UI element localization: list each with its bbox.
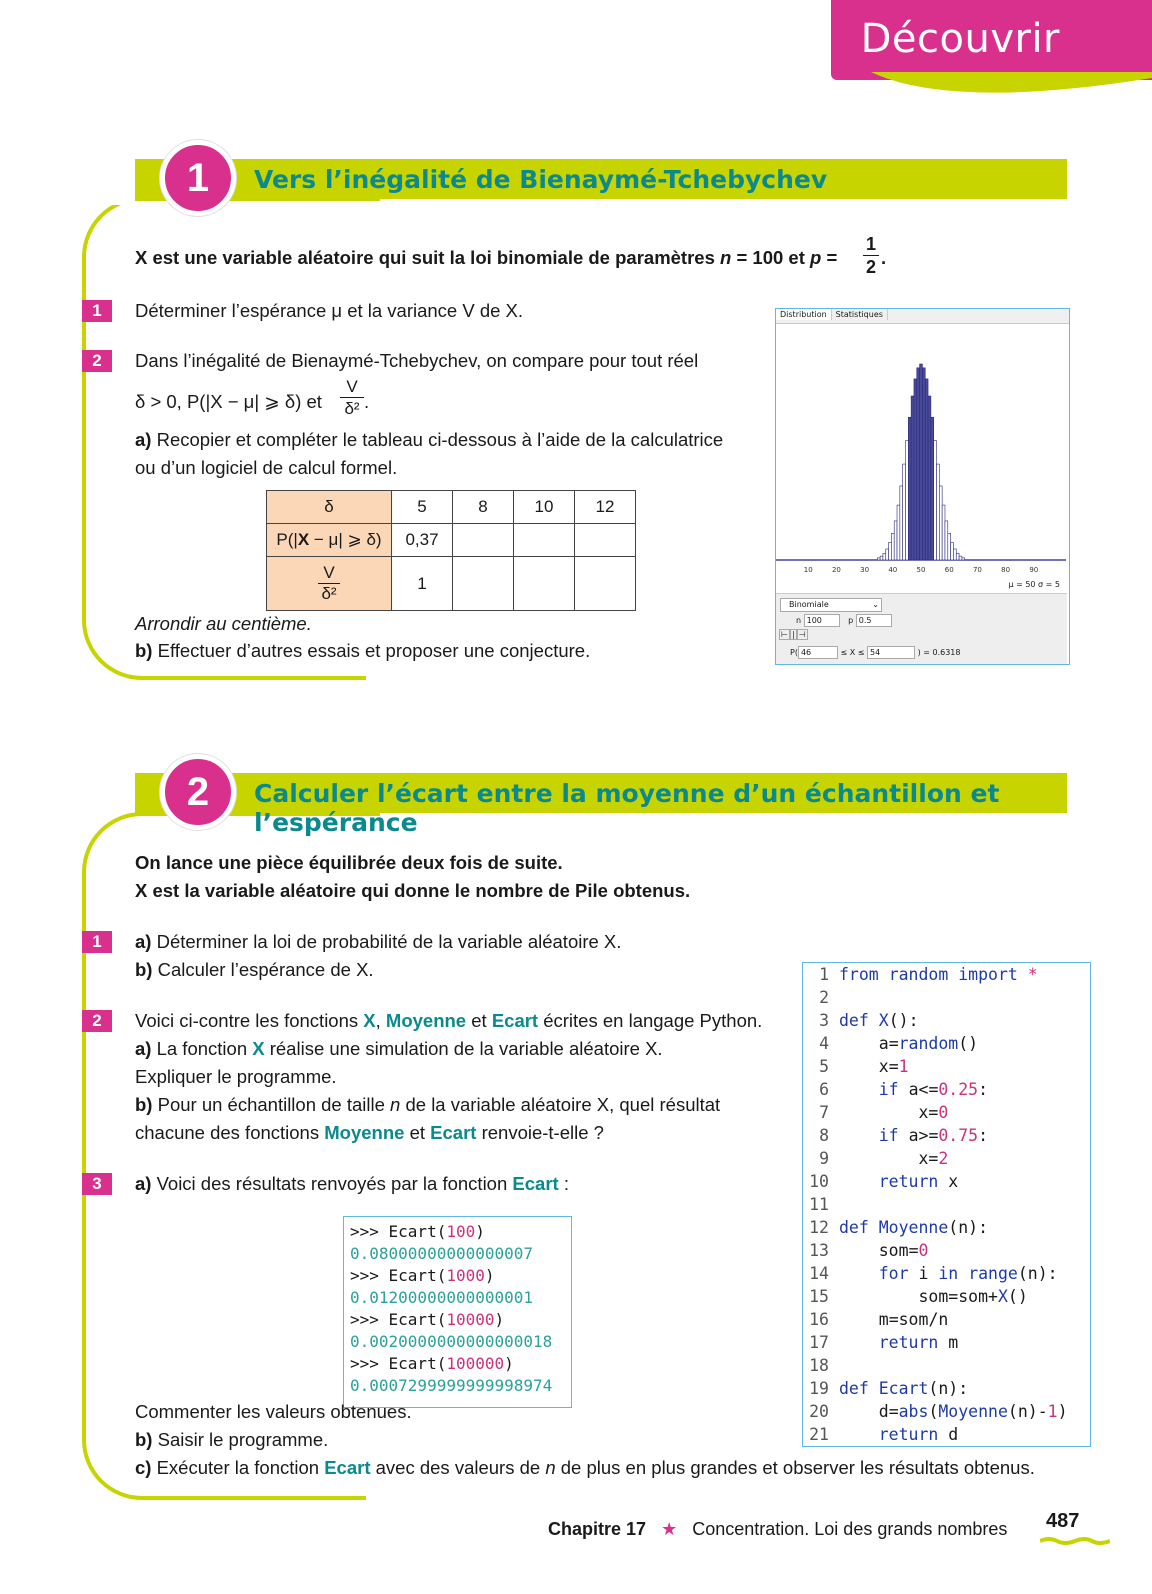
s2-q2-t3: et bbox=[466, 1010, 492, 1031]
table-row-label-prob bbox=[267, 524, 392, 557]
kw-ecart: Ecart bbox=[430, 1122, 477, 1143]
shell-arg: 10000 bbox=[446, 1310, 495, 1329]
line-number: 20 bbox=[809, 1402, 829, 1421]
r2-den: δ² bbox=[321, 584, 337, 603]
vd2-fraction bbox=[340, 376, 364, 419]
s2-q2-t1: Voici ci-contre les fonctions bbox=[135, 1010, 364, 1031]
table-cell: 1 bbox=[392, 557, 453, 611]
kw-moyenne: Moyenne bbox=[385, 1010, 467, 1031]
s2-q3b-label: b) bbox=[135, 1429, 153, 1450]
x-tick-label: 20 bbox=[831, 566, 841, 574]
x-tick-label: 80 bbox=[1001, 566, 1011, 574]
s2-q2a-t2: réalise une simulation de la variable aléatoire X. bbox=[264, 1038, 663, 1059]
frac-num: 1 bbox=[863, 233, 879, 256]
histogram-bar bbox=[886, 549, 889, 560]
high-bound-input[interactable]: 54 bbox=[867, 646, 915, 659]
prob-label: P( bbox=[790, 648, 798, 657]
line-number: 2 bbox=[819, 988, 829, 1007]
histogram-bar bbox=[922, 368, 925, 560]
line-number: 13 bbox=[809, 1241, 829, 1260]
code-line: 15 som=som+X() bbox=[803, 1285, 1090, 1308]
shell-input-line bbox=[344, 1353, 571, 1375]
s2-q2b-t4: et bbox=[404, 1122, 431, 1143]
s2-q3a-label: a) bbox=[135, 1173, 152, 1194]
table-cell bbox=[575, 524, 636, 557]
line-number: 21 bbox=[809, 1425, 829, 1444]
section-tab-label: Découvrir bbox=[860, 16, 1060, 62]
question-2a-line2: ou d’un logiciel de calcul formel. bbox=[135, 457, 398, 478]
code-line: 20 d=abs(Moyenne(n)-1) bbox=[803, 1400, 1090, 1423]
python-shell-output bbox=[343, 1216, 572, 1408]
section2-number-badge: 2 bbox=[160, 754, 236, 830]
tab-statistics[interactable]: Statistiques bbox=[832, 309, 888, 320]
shell-close: ) bbox=[484, 1266, 495, 1285]
code-line: 9 x=2 bbox=[803, 1147, 1090, 1170]
intro-fraction bbox=[863, 233, 879, 278]
prob-a: P(| bbox=[276, 530, 298, 549]
s2-q2b-n: n bbox=[390, 1094, 401, 1115]
s2-q1a bbox=[135, 928, 621, 956]
table-row bbox=[267, 491, 636, 524]
line-number: 6 bbox=[819, 1080, 829, 1099]
s2-question-number-1: 1 bbox=[82, 931, 112, 953]
s2-q2b-t3: chacune des fonctions bbox=[135, 1122, 325, 1143]
s2-q2-t4: écrites en langage Python. bbox=[538, 1010, 763, 1031]
n-input[interactable]: 100 bbox=[804, 614, 840, 627]
histogram-bar bbox=[883, 553, 886, 560]
section-tab bbox=[831, 0, 1152, 80]
s2-q1b-text: Calculer l’espérance de X. bbox=[152, 959, 374, 980]
code-line: 3 def X(): bbox=[803, 1009, 1090, 1032]
histogram-bar bbox=[920, 364, 923, 560]
code-line: 10 return x bbox=[803, 1170, 1090, 1193]
histogram-bar bbox=[937, 464, 940, 560]
histogram-bar bbox=[891, 533, 894, 560]
shell-input-line bbox=[344, 1309, 571, 1331]
tab-swoosh-decoration bbox=[831, 72, 1152, 106]
shell-arg: 100000 bbox=[446, 1354, 505, 1373]
table-row-label-vd2 bbox=[267, 557, 392, 611]
histogram-bar bbox=[900, 486, 903, 560]
code-line: 17 return m bbox=[803, 1331, 1090, 1354]
q2a-text: Recopier et compléter le tableau ci-dessous à l’aide de la calculatrice bbox=[151, 429, 724, 450]
intro-p: p bbox=[810, 247, 822, 268]
line-number: 8 bbox=[819, 1126, 829, 1145]
footer-chapter: Chapitre 17 bbox=[548, 1519, 647, 1539]
s2-q3b bbox=[135, 1426, 328, 1454]
question-2a bbox=[135, 426, 723, 454]
section1-title: Vers l’inégalité de Bienaymé-Tchebychev bbox=[254, 165, 828, 194]
code-line: 19 def Ecart(n): bbox=[803, 1377, 1090, 1400]
line-number: 4 bbox=[819, 1034, 829, 1053]
s2-q2-t2: , bbox=[375, 1010, 386, 1031]
section2-intro2: X est la variable aléatoire qui donne le nombre de Pile obtenus. bbox=[135, 880, 691, 901]
code-line: 13 som=0 bbox=[803, 1239, 1090, 1262]
x-tick-label: 50 bbox=[916, 566, 926, 574]
line-number: 17 bbox=[809, 1333, 829, 1352]
histogram-bar bbox=[897, 505, 900, 560]
code-line: 21 return d bbox=[803, 1423, 1090, 1446]
s2-q1b bbox=[135, 956, 374, 984]
frac-den: 2 bbox=[865, 257, 876, 277]
prob-c: − μ| ⩾ δ) bbox=[309, 530, 382, 549]
s2-q3a-t2: : bbox=[558, 1173, 569, 1194]
histogram-bar bbox=[877, 558, 880, 560]
n-label: n bbox=[796, 616, 802, 625]
s2-comment: Commenter les valeurs obtenues. bbox=[135, 1401, 412, 1422]
s2-q3c bbox=[135, 1454, 1035, 1482]
shell-arg: 100 bbox=[446, 1222, 476, 1241]
code-line bbox=[803, 1354, 1090, 1377]
kw-ecart: Ecart bbox=[491, 1010, 539, 1031]
histogram-bar bbox=[903, 464, 906, 560]
histogram-bar bbox=[880, 556, 883, 560]
histogram-bar bbox=[948, 533, 951, 560]
histogram-bar bbox=[953, 549, 956, 560]
table-row bbox=[267, 524, 636, 557]
table-cell: 0,37 bbox=[392, 524, 453, 557]
line-number: 15 bbox=[809, 1287, 829, 1306]
s2-q3b-text: Saisir le programme. bbox=[152, 1429, 329, 1450]
question-number-1: 1 bbox=[82, 300, 112, 322]
page-number-underline bbox=[1040, 1536, 1110, 1546]
histogram-bar bbox=[914, 379, 917, 560]
s2-q1a-text: Déterminer la loi de probabilité de la variable aléatoire X. bbox=[151, 931, 622, 952]
right-interval-icon[interactable]: ⊣ bbox=[798, 630, 806, 639]
section1-intro bbox=[135, 244, 837, 272]
shell-fn: Ecart( bbox=[388, 1222, 447, 1241]
python-code-listing bbox=[802, 962, 1091, 1447]
line-number: 12 bbox=[809, 1218, 829, 1237]
shell-prompt: >>> bbox=[350, 1310, 389, 1329]
code-line: 8 if a>=0.75: bbox=[803, 1124, 1090, 1147]
s2-q3c-label: c) bbox=[135, 1457, 152, 1478]
mu-sigma-text: μ = 50 σ = 5 bbox=[1008, 580, 1060, 589]
histogram-bar bbox=[889, 542, 892, 560]
s2-q2b-t2: de la variable aléatoire X, quel résultat bbox=[400, 1094, 721, 1115]
shell-output-line: 0.0020000000000000018 bbox=[350, 1332, 553, 1351]
s2-q2b-t5: renvoie-t-elle ? bbox=[476, 1122, 604, 1143]
code-line: 6 if a<=0.25: bbox=[803, 1078, 1090, 1101]
code-line: 5 x=1 bbox=[803, 1055, 1090, 1078]
intro-text: X est une variable aléatoire qui suit la loi binomiale de paramètres bbox=[135, 247, 715, 268]
x-tick-label: 90 bbox=[1029, 566, 1039, 574]
line-number: 3 bbox=[819, 1011, 829, 1030]
prob-b: X bbox=[297, 530, 310, 549]
histogram-bar bbox=[942, 505, 945, 560]
line-number: 11 bbox=[809, 1195, 829, 1214]
line-number: 1 bbox=[819, 965, 829, 984]
section2-frame bbox=[82, 812, 366, 1500]
distribution-select[interactable] bbox=[780, 598, 882, 612]
table-col-header: 8 bbox=[453, 491, 514, 524]
x-tick-label: 60 bbox=[944, 566, 954, 574]
table-cell bbox=[514, 557, 575, 611]
question-1-text: Déterminer l’espérance μ et la variance V de X. bbox=[135, 300, 524, 321]
s2-q2b-line2 bbox=[135, 1119, 604, 1147]
s2-q3c-t3: de plus en plus grandes et observer les résultats obtenus. bbox=[555, 1457, 1035, 1478]
histogram-bar bbox=[908, 417, 911, 560]
s2-q3c-n: n bbox=[545, 1457, 556, 1478]
question-2-line2: δ > 0, P(|X − μ| ⩾ δ) et bbox=[135, 391, 322, 412]
histogram-bar bbox=[911, 396, 914, 560]
kw-ecart: Ecart bbox=[324, 1457, 371, 1478]
code-line: 7 x=0 bbox=[803, 1101, 1090, 1124]
round-note: Arrondir au centième. bbox=[135, 613, 312, 634]
footer bbox=[548, 1519, 1007, 1540]
p-input[interactable]: 0.5 bbox=[856, 614, 892, 627]
intro-eq: = 100 et bbox=[731, 247, 811, 268]
shell-close: ) bbox=[494, 1310, 505, 1329]
shell-close: ) bbox=[475, 1222, 485, 1241]
line-number: 18 bbox=[809, 1356, 829, 1375]
histogram-bar bbox=[962, 558, 965, 560]
mu-sigma-readout bbox=[776, 580, 1066, 590]
intro-end: . bbox=[881, 247, 887, 268]
table-cell bbox=[453, 557, 514, 611]
low-bound-input[interactable]: 46 bbox=[798, 646, 838, 659]
footer-subject: Concentration. Loi des grands nombres bbox=[692, 1519, 1008, 1539]
kw-ecart: Ecart bbox=[512, 1173, 559, 1194]
kw-moyenne: Moyenne bbox=[324, 1122, 405, 1143]
code-line: 1 from random import * bbox=[803, 963, 1090, 986]
table-col-header: 10 bbox=[514, 491, 575, 524]
shell-arg: 1000 bbox=[446, 1266, 485, 1285]
x-tick-label: 30 bbox=[860, 566, 870, 574]
s2-q3a-t1: Voici des résultats renvoyés par la fonction bbox=[151, 1173, 513, 1194]
x-tick-label: 40 bbox=[888, 566, 898, 574]
s2-q1b-label: b) bbox=[135, 959, 153, 980]
calculator-tabs bbox=[776, 309, 1069, 324]
section2-intro1: On lance une pièce équilibrée deux fois de suite. bbox=[135, 852, 563, 873]
table-col-header: 5 bbox=[392, 491, 453, 524]
section2-title: Calculer l’écart entre la moyenne d’un échantillon et l’espérance bbox=[254, 779, 1000, 837]
left-interval-icon[interactable]: ⊢ bbox=[781, 630, 788, 639]
histogram-bar bbox=[934, 441, 937, 560]
shell-fn: Ecart( bbox=[388, 1266, 447, 1285]
s2-q3c-t1: Exécuter la fonction bbox=[151, 1457, 325, 1478]
histogram-bar bbox=[928, 396, 931, 560]
calculator-screenshot bbox=[775, 308, 1070, 665]
shell-close: ) bbox=[504, 1354, 514, 1373]
question-2-line2-end: . bbox=[364, 391, 370, 412]
shell-output-line: 0.08000000000000007 bbox=[350, 1244, 534, 1263]
histogram-bar bbox=[956, 553, 959, 560]
s2-q3a bbox=[135, 1170, 569, 1198]
s2-q1a-label: a) bbox=[135, 931, 152, 952]
x-tick-label: 70 bbox=[972, 566, 982, 574]
histogram-bar bbox=[939, 486, 942, 560]
s2-q2a-line2: Expliquer le programme. bbox=[135, 1066, 337, 1087]
s2-q2a-label: a) bbox=[135, 1038, 152, 1059]
code-line: 12 def Moyenne(n): bbox=[803, 1216, 1090, 1239]
table-cell bbox=[453, 524, 514, 557]
line-number: 19 bbox=[809, 1379, 829, 1398]
histogram-bar bbox=[951, 542, 954, 560]
s2-question-number-3: 3 bbox=[82, 1173, 112, 1195]
q2a-label: a) bbox=[135, 429, 152, 450]
shell-prompt: >>> bbox=[350, 1222, 389, 1241]
s2-q2b-label: b) bbox=[135, 1094, 153, 1115]
table-cell bbox=[514, 524, 575, 557]
intro-n: n bbox=[720, 247, 732, 268]
shell-input-line bbox=[344, 1265, 571, 1287]
prob-result: ) = 0.6318 bbox=[917, 648, 961, 657]
code-line bbox=[803, 1193, 1090, 1216]
s2-question-number-2: 2 bbox=[82, 1010, 112, 1032]
interval-icon[interactable]: | bbox=[791, 630, 795, 639]
line-number: 10 bbox=[809, 1172, 829, 1191]
question-2-line1: Dans l’inégalité de Bienaymé-Tchebychev, on compare pour tout réel bbox=[135, 350, 699, 371]
histogram-bar bbox=[931, 417, 934, 560]
s2-q2-intro bbox=[135, 1007, 762, 1035]
histogram-bar bbox=[905, 441, 908, 560]
shell-fn: Ecart( bbox=[388, 1354, 447, 1373]
param-row bbox=[796, 614, 892, 627]
r2-num: V bbox=[318, 563, 340, 584]
code-lines bbox=[803, 963, 1090, 1446]
histogram-bar bbox=[894, 521, 897, 560]
s2-q2a bbox=[135, 1035, 663, 1063]
line-number: 5 bbox=[819, 1057, 829, 1076]
table-header-delta: δ bbox=[267, 491, 392, 524]
page-number: 487 bbox=[1046, 1510, 1080, 1532]
section1-number-badge: 1 bbox=[160, 140, 236, 216]
histogram-bar bbox=[925, 379, 928, 560]
question-number-2: 2 bbox=[82, 350, 112, 372]
s2-q2b-t1: Pour un échantillon de taille bbox=[152, 1094, 391, 1115]
probability-row bbox=[790, 646, 960, 659]
intro-p-eq: = bbox=[821, 247, 838, 268]
s2-q2a-t1: La fonction bbox=[151, 1038, 253, 1059]
code-line: 4 a=random() bbox=[803, 1032, 1090, 1055]
binomial-histogram bbox=[776, 324, 1066, 586]
table-cell bbox=[575, 557, 636, 611]
histogram-bar bbox=[959, 556, 962, 560]
prob-mid: ≤ X ≤ bbox=[840, 648, 865, 657]
table-col-header: 12 bbox=[575, 491, 636, 524]
s2-q2b bbox=[135, 1091, 720, 1119]
code-line bbox=[803, 986, 1090, 1009]
interval-buttons bbox=[779, 630, 808, 639]
q2b-text: Effectuer d’autres essais et proposer une conjecture. bbox=[152, 640, 591, 661]
shell-output-line: 0.0007299999999998974 bbox=[350, 1376, 553, 1395]
line-number: 16 bbox=[809, 1310, 829, 1329]
histogram-bar bbox=[945, 521, 948, 560]
frame-mask bbox=[82, 197, 142, 205]
vd2-num: V bbox=[340, 376, 364, 398]
distribution-select-value: Binomiale bbox=[789, 600, 829, 609]
table-row bbox=[267, 557, 636, 611]
star-icon: ★ bbox=[661, 1519, 678, 1539]
line-number: 14 bbox=[809, 1264, 829, 1283]
p-label: p bbox=[848, 616, 854, 625]
code-line: 16 m=som/n bbox=[803, 1308, 1090, 1331]
vd2-den: δ² bbox=[344, 399, 360, 418]
shell-input-line bbox=[344, 1221, 571, 1243]
code-line: 14 for i in range(n): bbox=[803, 1262, 1090, 1285]
kw-x: X bbox=[252, 1038, 265, 1059]
line-number: 9 bbox=[819, 1149, 829, 1168]
question-2b bbox=[135, 637, 590, 665]
tab-distribution[interactable]: Distribution bbox=[776, 309, 832, 320]
kw-x: X bbox=[363, 1010, 376, 1031]
line-number: 7 bbox=[819, 1103, 829, 1122]
values-table bbox=[266, 490, 636, 611]
calculator-controls bbox=[776, 593, 1067, 664]
shell-prompt: >>> bbox=[350, 1354, 389, 1373]
q2b-label: b) bbox=[135, 640, 153, 661]
s2-q3c-t2: avec des valeurs de bbox=[370, 1457, 546, 1478]
x-tick-label: 10 bbox=[803, 566, 813, 574]
shell-prompt: >>> bbox=[350, 1266, 389, 1285]
histogram-bar bbox=[917, 368, 920, 560]
chevron-down-icon: ⌄ bbox=[872, 600, 879, 609]
shell-output-line: 0.01200000000000001 bbox=[350, 1288, 534, 1307]
shell-fn: Ecart( bbox=[388, 1310, 447, 1329]
